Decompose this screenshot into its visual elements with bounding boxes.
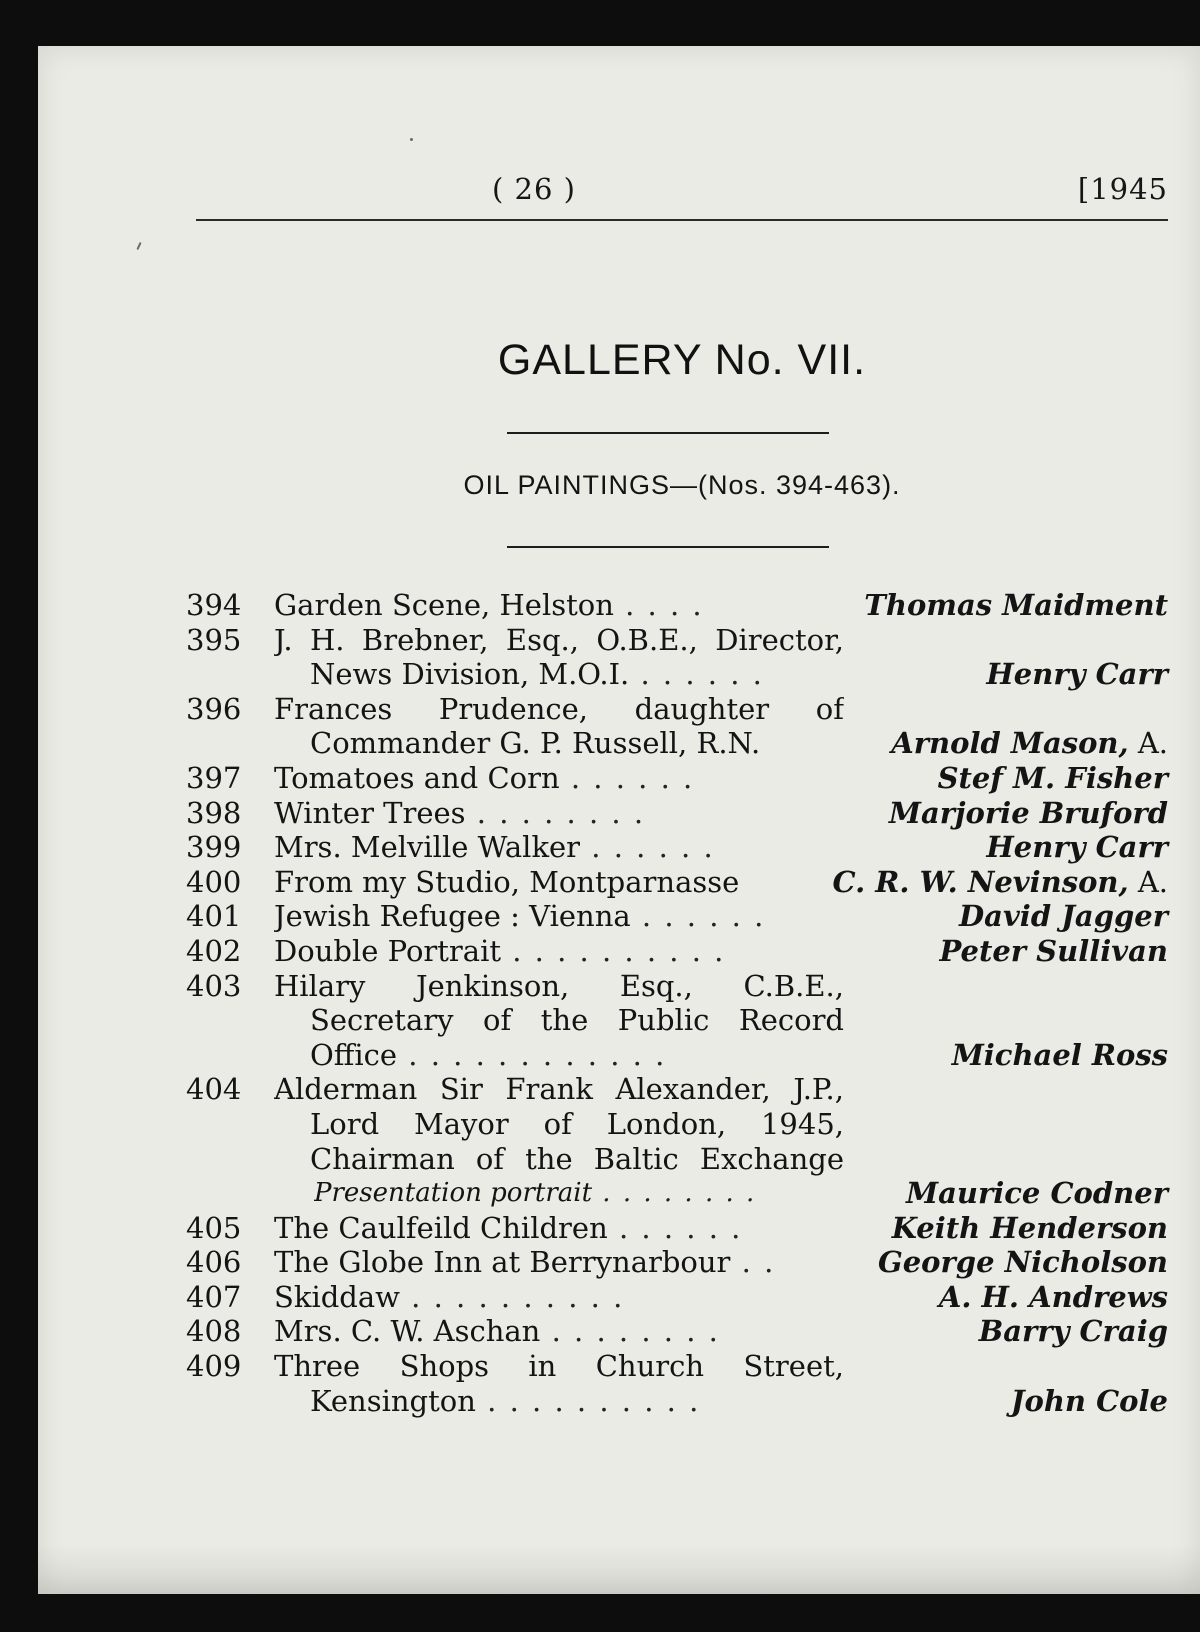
dot-leaders: . . . . . . . . bbox=[465, 795, 646, 830]
entry-title: Secretary of the Public Record bbox=[310, 1003, 844, 1038]
entry-artist: Maurice Codner bbox=[906, 1176, 1168, 1211]
entry-line bbox=[186, 1107, 1168, 1142]
entry-line bbox=[186, 796, 1168, 831]
catalogue-entry bbox=[186, 1314, 1168, 1349]
dot-leaders: . . bbox=[730, 1245, 776, 1280]
entry-number: 403 bbox=[186, 968, 242, 1003]
dot-leaders: . . . . . . . . . . bbox=[475, 1383, 701, 1418]
entry-title: Tomatoes and Corn . . . . . . bbox=[274, 760, 695, 795]
dot-leaders: . . . . . . bbox=[559, 760, 695, 795]
academician-suffix: A. bbox=[1128, 726, 1168, 761]
entry-artist: Peter Sullivan bbox=[939, 933, 1168, 968]
dot-leaders: . . . . . . . . . . . . bbox=[397, 1037, 667, 1072]
entry-number: 397 bbox=[186, 760, 242, 795]
entry-artist: David Jagger bbox=[959, 899, 1168, 934]
catalogue-entry bbox=[186, 1280, 1168, 1315]
entry-artist: Stef M. Fisher bbox=[937, 760, 1168, 795]
entry-line bbox=[186, 1142, 1168, 1177]
entry-artist: C. R. W. Nevinson, A. bbox=[832, 864, 1168, 899]
catalogue-entry bbox=[186, 623, 1168, 692]
entry-artist: A. H. Andrews bbox=[938, 1279, 1168, 1314]
entry-number: 401 bbox=[186, 899, 242, 934]
gallery-title: GALLERY No. VII. bbox=[497, 336, 867, 384]
entry-artist: Barry Craig bbox=[978, 1314, 1168, 1349]
header-rule bbox=[196, 219, 1168, 221]
entry-title: Lord Mayor of London, 1945, bbox=[310, 1106, 844, 1141]
entry-title: Kensington . . . . . . . . . . bbox=[310, 1383, 701, 1418]
entry-number: 399 bbox=[186, 830, 242, 865]
dot-leaders: . . . . . . bbox=[630, 899, 766, 934]
entry-title: Chairman of the Baltic Exchange bbox=[310, 1141, 844, 1176]
dot-leaders: . . . . . . . . . . bbox=[399, 1279, 625, 1314]
entry-number: 406 bbox=[186, 1245, 242, 1280]
catalogue-page bbox=[38, 46, 1200, 1594]
entry-artist: Marjorie Bruford bbox=[888, 795, 1168, 830]
entry-line bbox=[186, 692, 1168, 727]
entry-line bbox=[186, 1176, 1168, 1211]
entry-title: Winter Trees . . . . . . . . bbox=[274, 795, 646, 830]
entry-line bbox=[186, 1038, 1168, 1073]
academician-suffix: A. bbox=[1128, 864, 1168, 899]
entry-line bbox=[186, 1211, 1168, 1246]
entry-line bbox=[186, 1003, 1168, 1038]
paper-speck bbox=[410, 138, 413, 141]
section-title: OIL PAINTINGS—(Nos. 394-463). bbox=[463, 470, 901, 500]
entry-title: News Division, M.O.I. . . . . . . bbox=[310, 657, 764, 692]
entry-number: 404 bbox=[186, 1072, 242, 1107]
entry-artist: Thomas Maidment bbox=[864, 588, 1168, 622]
dot-leaders: . . . . . . bbox=[607, 1210, 743, 1245]
entry-number: 396 bbox=[186, 691, 242, 726]
catalogue-entry bbox=[186, 865, 1168, 900]
entry-title: Mrs. Melville Walker . . . . . . bbox=[274, 830, 715, 865]
entry-line bbox=[186, 899, 1168, 934]
dot-leaders: . . . . . . bbox=[580, 830, 715, 865]
entry-line bbox=[186, 1314, 1168, 1349]
entry-line bbox=[186, 865, 1168, 900]
entry-line bbox=[186, 830, 1168, 865]
entry-line bbox=[186, 761, 1168, 796]
dot-leaders: . . . . . . . . bbox=[540, 1314, 720, 1349]
section-rule bbox=[507, 546, 829, 548]
entry-title: The Caulfeild Children . . . . . . bbox=[274, 1210, 743, 1245]
entry-title: Commander G. P. Russell, R.N. bbox=[310, 726, 761, 761]
entry-title: Double Portrait . . . . . . . . . . bbox=[274, 933, 726, 968]
entry-title: Hilary Jenkinson, Esq., C.B.E., bbox=[274, 968, 844, 1003]
entry-title: Office . . . . . . . . . . . . bbox=[310, 1037, 667, 1072]
catalogue-list bbox=[186, 588, 1168, 1418]
entry-number: 395 bbox=[186, 622, 242, 657]
entry-number: 405 bbox=[186, 1210, 242, 1245]
entry-title: Frances Prudence, daughter of bbox=[274, 691, 844, 726]
catalogue-entry bbox=[186, 588, 1168, 623]
entry-artist: Henry Carr bbox=[986, 830, 1168, 865]
entry-number: 408 bbox=[186, 1314, 242, 1349]
catalogue-entry bbox=[186, 1072, 1168, 1210]
dot-leaders: . . . . bbox=[613, 588, 704, 622]
entry-number: 400 bbox=[186, 864, 242, 899]
page-number: ( 26 ) bbox=[492, 172, 576, 206]
catalogue-entry bbox=[186, 796, 1168, 831]
catalogue-entry bbox=[186, 1349, 1168, 1418]
entry-title: J. H. Brebner, Esq., O.B.E., Director, bbox=[274, 622, 844, 657]
catalogue-entry bbox=[186, 1245, 1168, 1280]
entry-title: Mrs. C. W. Aschan . . . . . . . . bbox=[274, 1314, 720, 1349]
dot-leaders: . . . . . . . . . . bbox=[501, 933, 726, 968]
entry-artist: George Nicholson bbox=[877, 1245, 1168, 1280]
page-year: [1945 bbox=[1077, 172, 1168, 206]
entry-line bbox=[186, 1072, 1168, 1107]
catalogue-entry bbox=[186, 830, 1168, 865]
entry-title: Alderman Sir Frank Alexander, J.P., bbox=[274, 1072, 844, 1107]
entry-line bbox=[186, 726, 1168, 761]
catalogue-entry bbox=[186, 969, 1168, 1073]
entry-line bbox=[186, 1245, 1168, 1280]
entry-subtitle: Presentation portrait . . . . . . . . bbox=[314, 1178, 757, 1209]
entry-line bbox=[186, 969, 1168, 1004]
entry-artist: Michael Ross bbox=[951, 1037, 1168, 1072]
entry-title: From my Studio, Montparnasse bbox=[274, 864, 740, 899]
entry-artist: Henry Carr bbox=[986, 657, 1168, 692]
entry-title: Three Shops in Church Street, bbox=[274, 1349, 844, 1384]
catalogue-entry bbox=[186, 692, 1168, 761]
entry-artist: Keith Henderson bbox=[891, 1210, 1168, 1245]
entry-number: 409 bbox=[186, 1349, 242, 1384]
entry-line bbox=[186, 1280, 1168, 1315]
catalogue-entry bbox=[186, 761, 1168, 796]
catalogue-entry bbox=[186, 899, 1168, 934]
entry-title: Skiddaw . . . . . . . . . . bbox=[274, 1279, 625, 1314]
entry-number: 398 bbox=[186, 795, 242, 830]
entry-line bbox=[186, 623, 1168, 658]
catalogue-entry bbox=[186, 934, 1168, 969]
entry-artist: Arnold Mason, A. bbox=[891, 726, 1168, 761]
entry-line bbox=[186, 1349, 1168, 1384]
title-rule bbox=[507, 432, 829, 434]
catalogue-entry bbox=[186, 1211, 1168, 1246]
entry-number: 402 bbox=[186, 933, 242, 968]
entry-number: 394 bbox=[186, 588, 242, 622]
entry-line bbox=[186, 1384, 1168, 1419]
entry-title: Jewish Refugee : Vienna . . . . . . bbox=[274, 899, 766, 934]
dot-leaders: . . . . . . . . bbox=[592, 1178, 757, 1209]
paper-speck bbox=[136, 242, 141, 250]
dot-leaders: . . . . . . bbox=[629, 657, 764, 692]
entry-line bbox=[186, 657, 1168, 692]
entry-artist: John Cole bbox=[1010, 1383, 1168, 1418]
entry-title: Garden Scene, Helston . . . . bbox=[274, 588, 704, 622]
entry-title: The Globe Inn at Berrynarbour . . bbox=[274, 1245, 776, 1280]
entry-number: 407 bbox=[186, 1279, 242, 1314]
entry-line bbox=[186, 934, 1168, 969]
page-header bbox=[196, 172, 1168, 222]
entry-line bbox=[186, 588, 1168, 623]
